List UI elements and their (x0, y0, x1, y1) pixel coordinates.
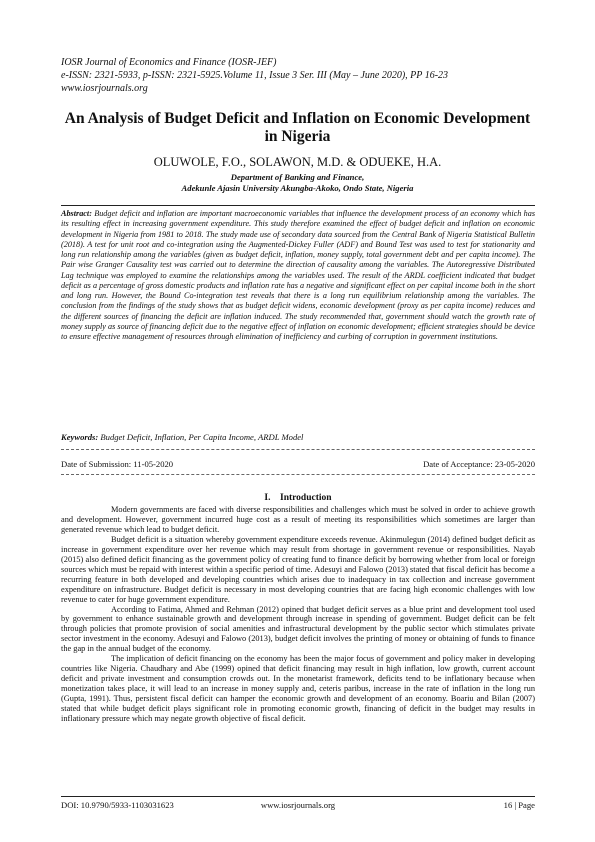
section-heading: I. Introduction (264, 493, 332, 503)
dates-bottom-rule (61, 474, 535, 475)
paper-title: An Analysis of Budget Deficit and Inflation on Economic Development in Nigeria (64, 110, 531, 145)
footer-page: 16 | Page (503, 800, 535, 810)
footer-rule (61, 796, 535, 797)
journal-website[interactable]: www.iosrjournals.org (61, 83, 148, 94)
abstract-top-rule (61, 205, 535, 206)
acceptance-date: Date of Acceptance: 23-05-2020 (423, 459, 535, 469)
paragraph: The implication of deficit financing on the economy has been the major focus of government and policy maker in developing countries like Nigeria. Chaudhary and Abe (1999) opined that deficit financing may result in high inflation, low growth, current account deficit and private investment and consumption crowds out. In the monetarist framework, deficits tend to be inflationary because when monetization takes place, it will lead to an increase in money supply and, ceteris paribus, increase in the rate of inflation in the long run (Gupta, 1991). Thus, persistent fiscal deficit can hamper the economic growth and development of an economy. Boariu and Bilan (2007) stated that while budget deficit plays significant role in promoting economic growth, financing of deficit in the budget may results in inflationary pressure which may negate growth objective of fiscal deficit. (61, 654, 535, 724)
dates-row (61, 459, 535, 469)
authors: OLUWOLE, F.O., SOLAWON, M.D. & ODUEKE, H.A. (153, 155, 442, 169)
journal-name: IOSR Journal of Economics and Finance (IOSR-JEF) (61, 57, 277, 68)
keywords (61, 432, 303, 442)
footer (61, 800, 535, 810)
department: Department of Banking and Finance, (230, 172, 365, 182)
paragraph: According to Fatima, Ahmed and Rehman (2012) opined that budget deficit serves as a blue print and development tool used by government to enhance sustainable growth and development through increase in spending of government. Budget deficit can be felt through policies that promote provision of social amenities and infrastructural development by the public sector which stimulates private sector investment in the economy. Adesuyi and Falowo (2013), budget deficit involves the printing of money or obtaining of funds to finance the gap in the annual budget of the economy. (61, 604, 535, 654)
submission-date: Date of Submission: 11-05-2020 (61, 459, 174, 469)
keywords-label: Keywords: (61, 432, 99, 442)
footer-doi: DOI: 10.9790/5933-1103031623 (61, 800, 174, 810)
footer-site[interactable]: www.iosrjournals.org (260, 800, 336, 810)
abstract (61, 209, 535, 342)
introduction-body (61, 505, 535, 724)
keywords-text: Budget Deficit, Inflation, Per Capita Income, ARDL Model (100, 432, 304, 442)
issn-line: e-ISSN: 2321-5933, p-ISSN: 2321-5925.Volume 11, Issue 3 Ser. III (May – June 2020), PP 16-23 (61, 70, 449, 81)
paragraph: Modern governments are faced with diverse responsibilities and challenges which must be solved in order to achieve growth and development. However, government incurred huge cost as a result of meeting its responsibilities which sometimes are larger than generated revenue which lead to budget deficit. (61, 505, 535, 534)
abstract-label: Abstract: (61, 209, 92, 218)
dates-top-rule (61, 449, 535, 450)
paragraph: Budget deficit is a situation whereby government expenditure exceeds revenue. Akinmulegun (2014) defined budget deficit as increase in government expenditure over her revenue which may result from shortage in government revenue or responsibilities. Nayab (2015) also defined deficit financing as the government policy of creating fund to finance deficit by borrowing whether from local or foreign sources which must be repaid with interest within a specific period of time. Adesuyi and Falowo (2013) stated that fiscal deficit has become a recurring feature in both developed and developing countries which arises due to inadequacy in tax collection and increase government expenditure on infrastructure. Budget deficit is necessary in most developing countries that are facing high economic challenges with low revenue to cater for huge government expenditure. (61, 534, 535, 604)
university: Adekunle Ajasin University Akungba-Akoko, Ondo State, Nigeria (181, 183, 414, 193)
abstract-text: Budget deficit and inflation are important macroeconomic variables that influence the development process of an economy which has its resulting effect in increasing government expenditure. This study therefore examined the effect of budget deficit and inflation on economic development in Nigeria from 1981 to 2018. The study made use of secondary data sourced from the Central Bank of Nigeria Statistical Bulletin (2018). A test for unit root and co-integration using the Augmented-Dickey Fuller (ADF) and Bound Test was used to test for stationarity and long run relationship among the variables (given as budget deficit, inflation, money supply, total government debt and per capita income). The Pair wise Granger Causality test was carried out to determine the direction of causality among the variables. The Autoregressive Distributed Lag technique was employed to examine the relationships among the variables used. The result of the ARDL coefficient indicated that budget deficit as a percentage of gross domestic products and inflation rate has a negative and significant effect on per capital income both in the short and long run. However, the Bound Co-integration test reveals that there is a long run equilibrium relationship among the variables. The conclusion from the findings of the study shows that as budget deficit widens, economic development (proxy as per capita income) reduces and the different sources of financing the deficit are inflation induced. The study recommended that, government should watch the growth rate of money supply as source of financing deficit due to the negative effect of inflation on economic development; efficient strategies should be device to ensure effective management of resources through elimination of inefficiency and curbing of corruption in government institutions. (61, 209, 536, 341)
